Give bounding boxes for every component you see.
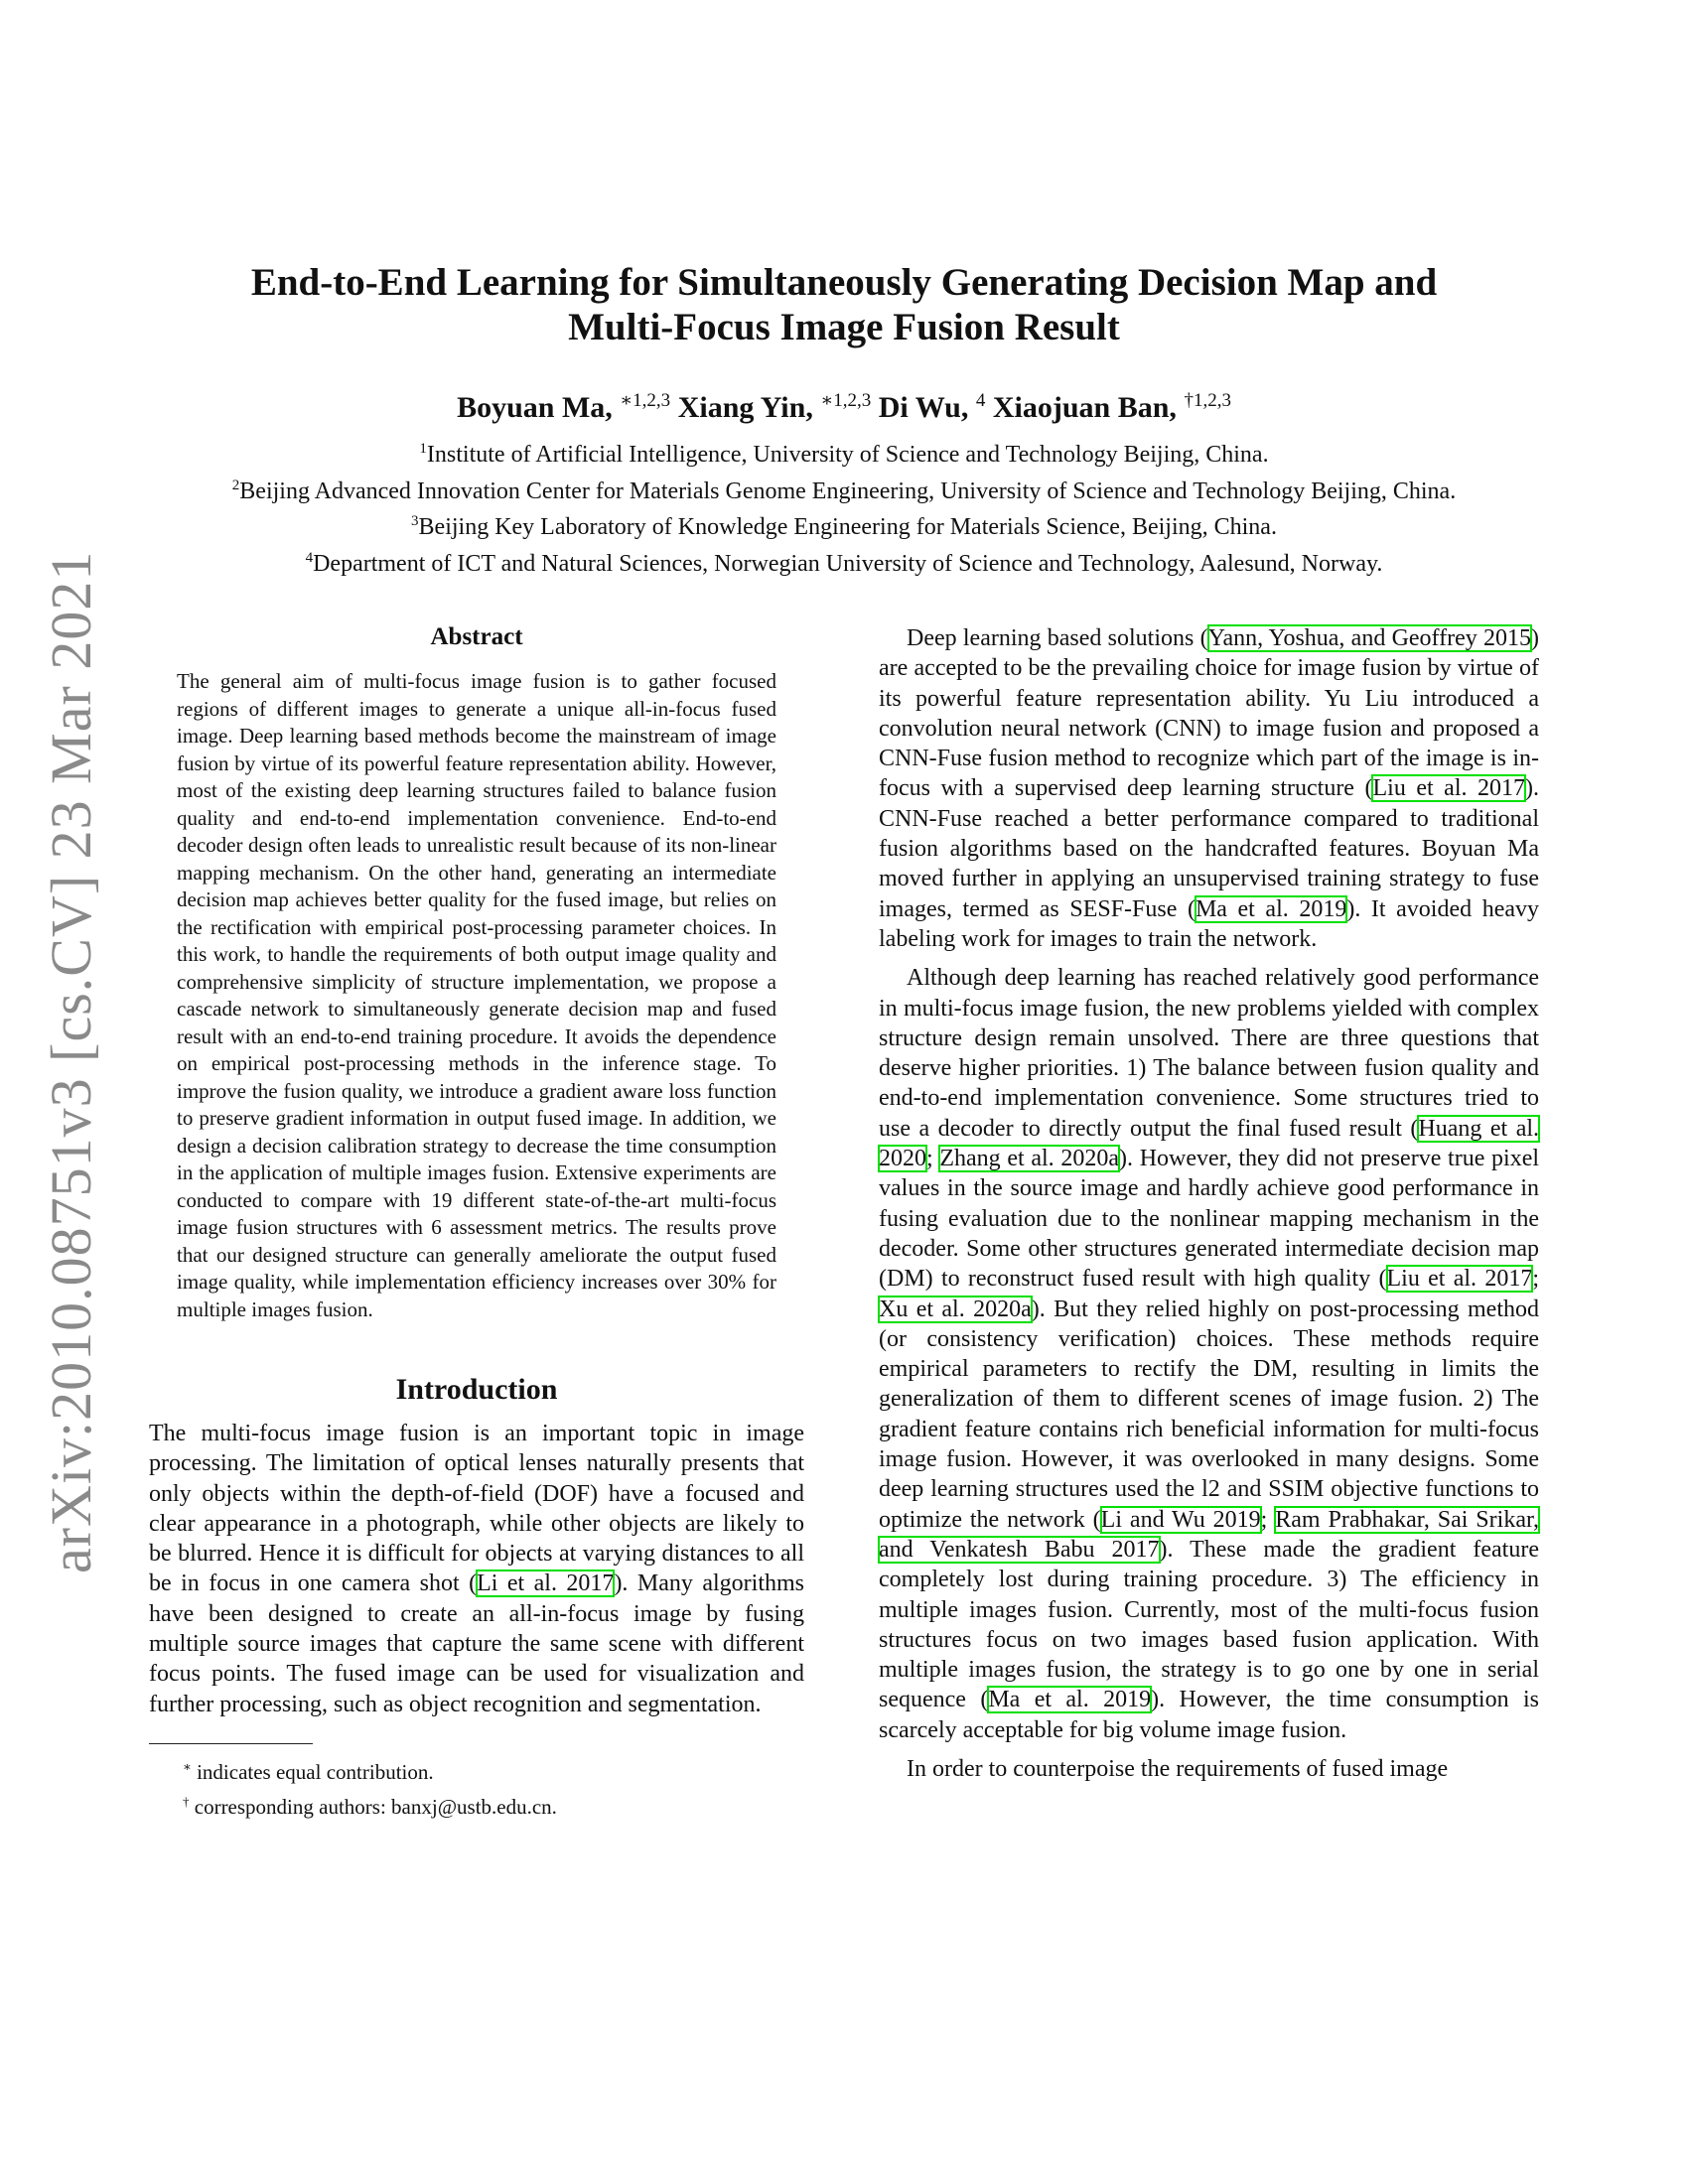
title-line-1: End-to-End Learning for Simultaneously Generating Decision Map and <box>250 261 1438 304</box>
citation-link[interactable]: Yann, Yoshua, and Geoffrey 2015 <box>1207 625 1531 651</box>
author-name: Xiang Yin, <box>677 391 813 424</box>
abstract-heading: Abstract <box>430 623 523 650</box>
citation-link[interactable]: Ram Prabhakar, Sai Srikar, and Venkatesh Babu 2017 <box>879 1506 1540 1563</box>
body-paragraph <box>879 623 1539 954</box>
author-name: Di Wu, <box>878 391 969 424</box>
affiliation <box>149 543 1539 580</box>
paragraph-text: ). However, they did not preserve true pixel values in the source image and hardly achieve good performance in fusing evaluation due to the nonlinear mapping mechanism in the decoder. Some other structures generated intermediate decision map (DM) to reconstruct fused result with high quality ( <box>879 1146 1540 1293</box>
introduction-heading: Introduction <box>395 1373 558 1406</box>
affiliation-text: Beijing Advanced Innovation Center for Materials Genome Engineering, University of Science and Technology Beijing, China. <box>239 478 1457 504</box>
citation-link[interactable]: Huang et al. 2020 <box>879 1115 1540 1172</box>
body-paragraph: In order to counterpoise the requirements of fused image <box>907 1755 1449 1782</box>
affiliation-text: Beijing Key Laboratory of Knowledge Engineering for Materials Science, Beijing, China. <box>418 514 1277 540</box>
affiliation-mark: 3 <box>411 513 419 529</box>
citation-link[interactable]: Li et al. 2017 <box>477 1570 615 1597</box>
affiliation-mark: 2 <box>231 477 240 493</box>
title-line-2: Multi-Focus Image Fusion Result <box>568 306 1120 348</box>
author-name: Xiaojuan Ban, <box>992 391 1177 424</box>
citation-link[interactable]: Liu et al. 2017 <box>1386 1266 1533 1293</box>
affiliation <box>149 506 1539 543</box>
affiliation-mark: 1 <box>419 441 427 457</box>
citation-separator: ; <box>1260 1506 1276 1533</box>
paragraph-text: ). It avoided heavy labeling work for images to train the network. <box>879 895 1539 952</box>
citation-link[interactable]: Ma et al. 2019 <box>988 1687 1152 1713</box>
citation-link[interactable]: Zhang et al. 2020a <box>939 1146 1120 1172</box>
paragraph-text: The multi-focus image fusion is an important topic in image processing. The limitation of optical lenses naturally presents that only objects within the depth-of-field (DOF) have a focused and clear appearance in a photograph, while other objects are likely to be blurred. Hence it is difficult for objects at varying distances to all be in focus in one camera shot ( <box>149 1421 804 1597</box>
footnote-mark: ∗ <box>183 1758 192 1774</box>
paragraph-text: ). Many algorithms have been designed to create an all-in-focus image by fusing multiple source images that capture the same scene with different focus points. The fused image can be used for visualization and further processing, such as object recognition and segmentation. <box>149 1570 804 1717</box>
right-column <box>879 623 1539 1784</box>
body-paragraph <box>879 963 1539 1745</box>
arxiv-identifier-stamp: arXiv:2010.08751v3 [cs.CV] 23 Mar 2021 <box>39 550 103 1573</box>
author-name: Boyuan Ma, <box>457 391 613 424</box>
footnote-text: indicates equal contribution. <box>191 1759 434 1784</box>
footnote-divider <box>149 1743 313 1744</box>
author-affiliation-mark: ∗1,2,3 <box>620 390 671 411</box>
author-affiliation-mark: 4 <box>975 390 986 411</box>
footnote-mark: † <box>183 1793 190 1809</box>
citation-separator: ; <box>1532 1266 1540 1293</box>
citation-link[interactable]: Xu et al. 2020a <box>879 1296 1032 1322</box>
footnote <box>183 1752 804 1787</box>
affiliation-mark: 4 <box>305 549 314 566</box>
paragraph-text: ). CNN-Fuse reached a better performance compared to traditional fusion algorithms based on the handcrafted features. Boyuan Ma moved further in applying an unsupervised training strategy to fuse images, termed as SESF-Fuse ( <box>879 775 1540 922</box>
affiliation-text: Institute of Artificial Intelligence, University of Science and Technology Beijing, China. <box>426 442 1269 468</box>
citation-link[interactable]: Liu et al. 2017 <box>1372 775 1526 802</box>
paragraph-text: ) are accepted to be the prevailing choice for image fusion by virtue of its powerful feature representation ability. Yu Liu introduced a convolution neural network (CNN) to image fusion and proposed a CNN-Fuse fusion method to recognize which part of the image is in-focus with a supervised deep learning structure ( <box>879 625 1539 802</box>
paragraph-text: Deep learning based solutions ( <box>907 625 1208 651</box>
author-affiliation-mark: †1,2,3 <box>1184 390 1231 411</box>
author-affiliation-mark: ∗1,2,3 <box>820 390 872 411</box>
citation-link[interactable]: Li and Wu 2019 <box>1100 1506 1261 1533</box>
affiliation-list <box>149 434 1539 579</box>
left-column <box>149 623 804 1822</box>
abstract-text: The general aim of multi-focus image fusion is to gather focused regions of different images to generate a unique all-in-focus fused image. Deep learning based methods become the mainstream of image fusion by virtue of its powerful feature representation ability. However, most of the existing deep learning structures failed to balance fusion quality and end-to-end implementation convenience. End-to-end decoder design often leads to unrealistic result because of its non-linear mapping mechanism. On the other hand, generating an intermediate decision map achieves better quality for the fused image, but relies on the rectification with empirical post-processing parameter choices. In this work, to handle the requirements of both output image quality and comprehensive simplicity of structure implementation, we propose a cascade network to simultaneously generate decision map and fused result with an end-to-end training procedure. It avoids the dependence on empirical post-processing methods in the inference stage. To improve the fusion quality, we introduce a gradient aware loss function to preserve gradient information in output fused image. In addition, we design a decision calibration strategy to decrease the time consumption in the application of multiple images fusion. Extensive experiments are conducted to compare with 19 different state-of-the-art multi-focus image fusion structures with 6 assessment metrics. The results prove that our designed structure can generally ameliorate the output fused image quality, while implementation efficiency increases over 30% for multiple images fusion. <box>177 669 776 1321</box>
paragraph-text: ). However, the time consumption is scarcely acceptable for big volume image fusion. <box>879 1687 1539 1743</box>
author-list <box>149 389 1539 425</box>
footnotes <box>149 1752 804 1822</box>
paragraph-text: ). But they relied highly on post-processing method (or consistency verification) choices. These methods require empirical parameters to rectify the DM, resulting in limits the generalization of them to different scenes of image fusion. 2) The gradient feature contains rich beneficial information for multi-focus image fusion. However, it was overlooked in many designs. Some deep learning structures used the l2 and SSIM objective functions to optimize the network ( <box>879 1296 1540 1533</box>
affiliation <box>149 471 1539 507</box>
intro-paragraph <box>149 1419 804 1719</box>
paragraph-text: Although deep learning has reached relatively good performance in multi-focus image fusion, the new problems yielded with complex structure design remain unsolved. There are three questions that deserve higher priorities. 1) The balance between fusion quality and end-to-end implementation convenience. Some structures tried to use a decoder to directly output the final fused result ( <box>879 965 1539 1142</box>
footnote <box>183 1787 804 1822</box>
paper-title <box>149 260 1539 349</box>
citation-link[interactable]: Ma et al. 2019 <box>1195 895 1347 922</box>
paragraph-text: ). These made the gradient feature completely lost during training procedure. 3) The efficiency in multiple images fusion. Currently, most of the multi-focus fusion structures focus on two images based fusion application. With multiple images fusion, the strategy is to go one by one in serial sequence ( <box>879 1536 1539 1713</box>
affiliation <box>149 434 1539 471</box>
affiliation-text: Department of ICT and Natural Sciences, Norwegian University of Science and Technology, Aalesund, Norway. <box>313 550 1383 577</box>
citation-separator: ; <box>926 1146 940 1172</box>
footnote-text: corresponding authors: banxj@ustb.edu.cn. <box>189 1794 557 1819</box>
